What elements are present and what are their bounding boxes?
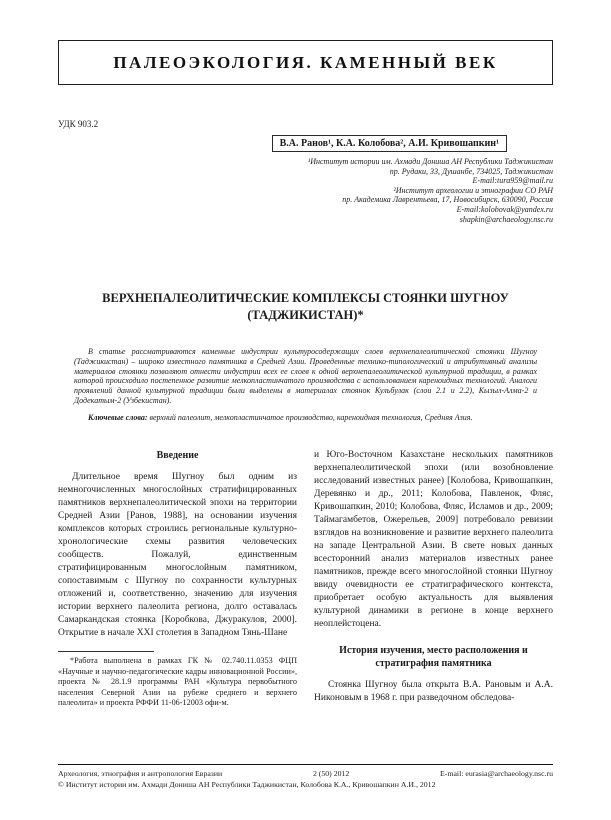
keywords-text: верхний палеолит, мелкопластинчатое производство, кареноидная технология, Средняя Азия.: [147, 413, 473, 423]
footer-issue: 2 (50) 2012: [312, 769, 350, 778]
footnote-block: [58, 651, 297, 709]
footnote-text: *Работа выполнена в рамках ГК № 02.740.11.0353 ФЦП «Научные и научно-педагогические кадры инновационной России», проекта № 28.1.9 программы РАН «Культура первобытного населения Северной Азии на рубеже среднего и верхнего палеолита» и проекта РФФИ 11-06-12003 офи-м.: [58, 656, 297, 708]
affiliation-email: E-mail:kolobovak@yandex.ru: [456, 204, 553, 214]
body-paragraph: и Юго-Восточном Казахстане нескольких памятников верхнепалеолитической эпохи (или возобновление исследований известных ранее) [Колобова, Кривошапкин, Деревянко и др., 2011; Колобова, Павленок, Фляс, Кривошапкин, 2010; Колобова, Фляс, Исламов и др., 2009; Таймагамбетов, Ожерельев, 2009] потребовало ревизии взглядов на возникновение и развитие верхнего палеолита на западе Центральной Азии. В свете новых данных всесторонний анализ материалов известных ранее памятников, прежде всего многослойной стоянки Шугноу ввиду очевидности ее стратиграфического контекста, приобретает особую актуальность для выявления культурной динамики в регионе в конце верхнего неоплейстоцена.: [314, 450, 553, 630]
page-footer: [58, 764, 553, 790]
affiliation-line: ²Институт археологии и этнографии СО РАН: [393, 185, 553, 195]
udk-label: УДК 903.2: [58, 119, 99, 129]
affiliation-email: E-mail:tura959@mail.ru: [472, 176, 553, 186]
affiliation-line: ¹Институт истории им. Ахмади Дониша АН Республики Таджикистан: [307, 157, 553, 166]
affiliation-line: пр. Рудаки, 33, Душанбе, 734025, Таджикистан: [389, 166, 553, 176]
footer-line-journal: [58, 769, 553, 779]
body-paragraph: Стоянка Шугноу была открыта В.А. Рановым и А.А. Никоновым в 1968 г. при разведочном обследова-: [314, 680, 553, 704]
right-column: [314, 449, 553, 709]
rubric-title: ПАЛЕОЭКОЛОГИЯ. КАМЕННЫЙ ВЕК: [113, 53, 498, 72]
authors-box: В.А. Ранов¹, К.А. Колобова², А.И. Кривошапкин¹: [272, 135, 507, 152]
byline-block: [58, 133, 553, 224]
footnote-rule: [58, 651, 154, 652]
keywords-line: [58, 413, 553, 423]
abstract-paragraph: В статье рассматриваются каменные индустрии культуросодержащих слоев верхнепалеолитической стоянки Шугноу (Таджикистан) – широко известного памятника в Средней Азии. Проведенные технико-типологический и атрибутивный анализы материалов стоянки позволяют отнести индустрии всех ее слоев к одной верхнепалеолитической культурной традиции, в рамках которой происходило постепенное развитие мелкопластинчатого производства с использованием кареноидных технологий. Аналоги проявлений данной культурной традиции были выделены в материалах стоянок Кульбулак (слои 2.1 и 2.2), Кызыл-Алма-2 и Додекатым-2 (Узбекистан).: [74, 347, 537, 405]
keywords-label: Ключевые слова:: [88, 413, 148, 423]
affiliation-line: пр. Академика Лаврентьева, 17, Новосибирск, 630090, Россия: [342, 195, 553, 205]
footer-copyright: © Институт истории им. Ахмади Дониша АН Республики Таджикистан, Колобова К.А., Кривошапкин А.И., 2012: [58, 780, 436, 789]
two-column-body: [58, 449, 553, 709]
footer-journal-name: Археология, этнография и антропология Евразии: [58, 769, 223, 778]
affiliations: [58, 157, 553, 224]
affiliation-email: shapkin@archaeology.nsc.ru: [459, 214, 553, 224]
footer-email: E-mail: eurasia@archaeology.nsc.ru: [440, 769, 553, 778]
rubric-header-box: [58, 40, 553, 85]
body-paragraph: Длительное время Шугноу был одним из немногочисленных многослойных стратифицированных памятников верхнепалеолитической эпохи на территории Средней Азии [Ранов, 1988], на основании изучения комплексов которых строились региональные культурно-хронологические схемы развития человеческих сообществ. Пожалуй, единственным стратифицированным многослойным памятником, сопоставимым с Шугноу по сохранности культурных отложений и, соответственно, значению для изучения истории верхнего палеолита региона, долго оставалась Самаркандская стоянка [Коробкова, Джуракулов, 2000]. Открытие в начале XXI столетия в Западном Тянь-Шане: [58, 472, 297, 639]
section-heading-history: История изучения, место расположения и стратиграфия памятника: [339, 645, 528, 670]
article-title: ВЕРХНЕПАЛЕОЛИТИЧЕСКИЕ КОМПЛЕКСЫ СТОЯНКИ ШУГНОУ (ТАДЖИКИСТАН)*: [102, 291, 509, 323]
section-heading-introduction: Введение: [156, 450, 199, 462]
abstract-block: [58, 347, 553, 405]
left-column: [58, 449, 297, 709]
